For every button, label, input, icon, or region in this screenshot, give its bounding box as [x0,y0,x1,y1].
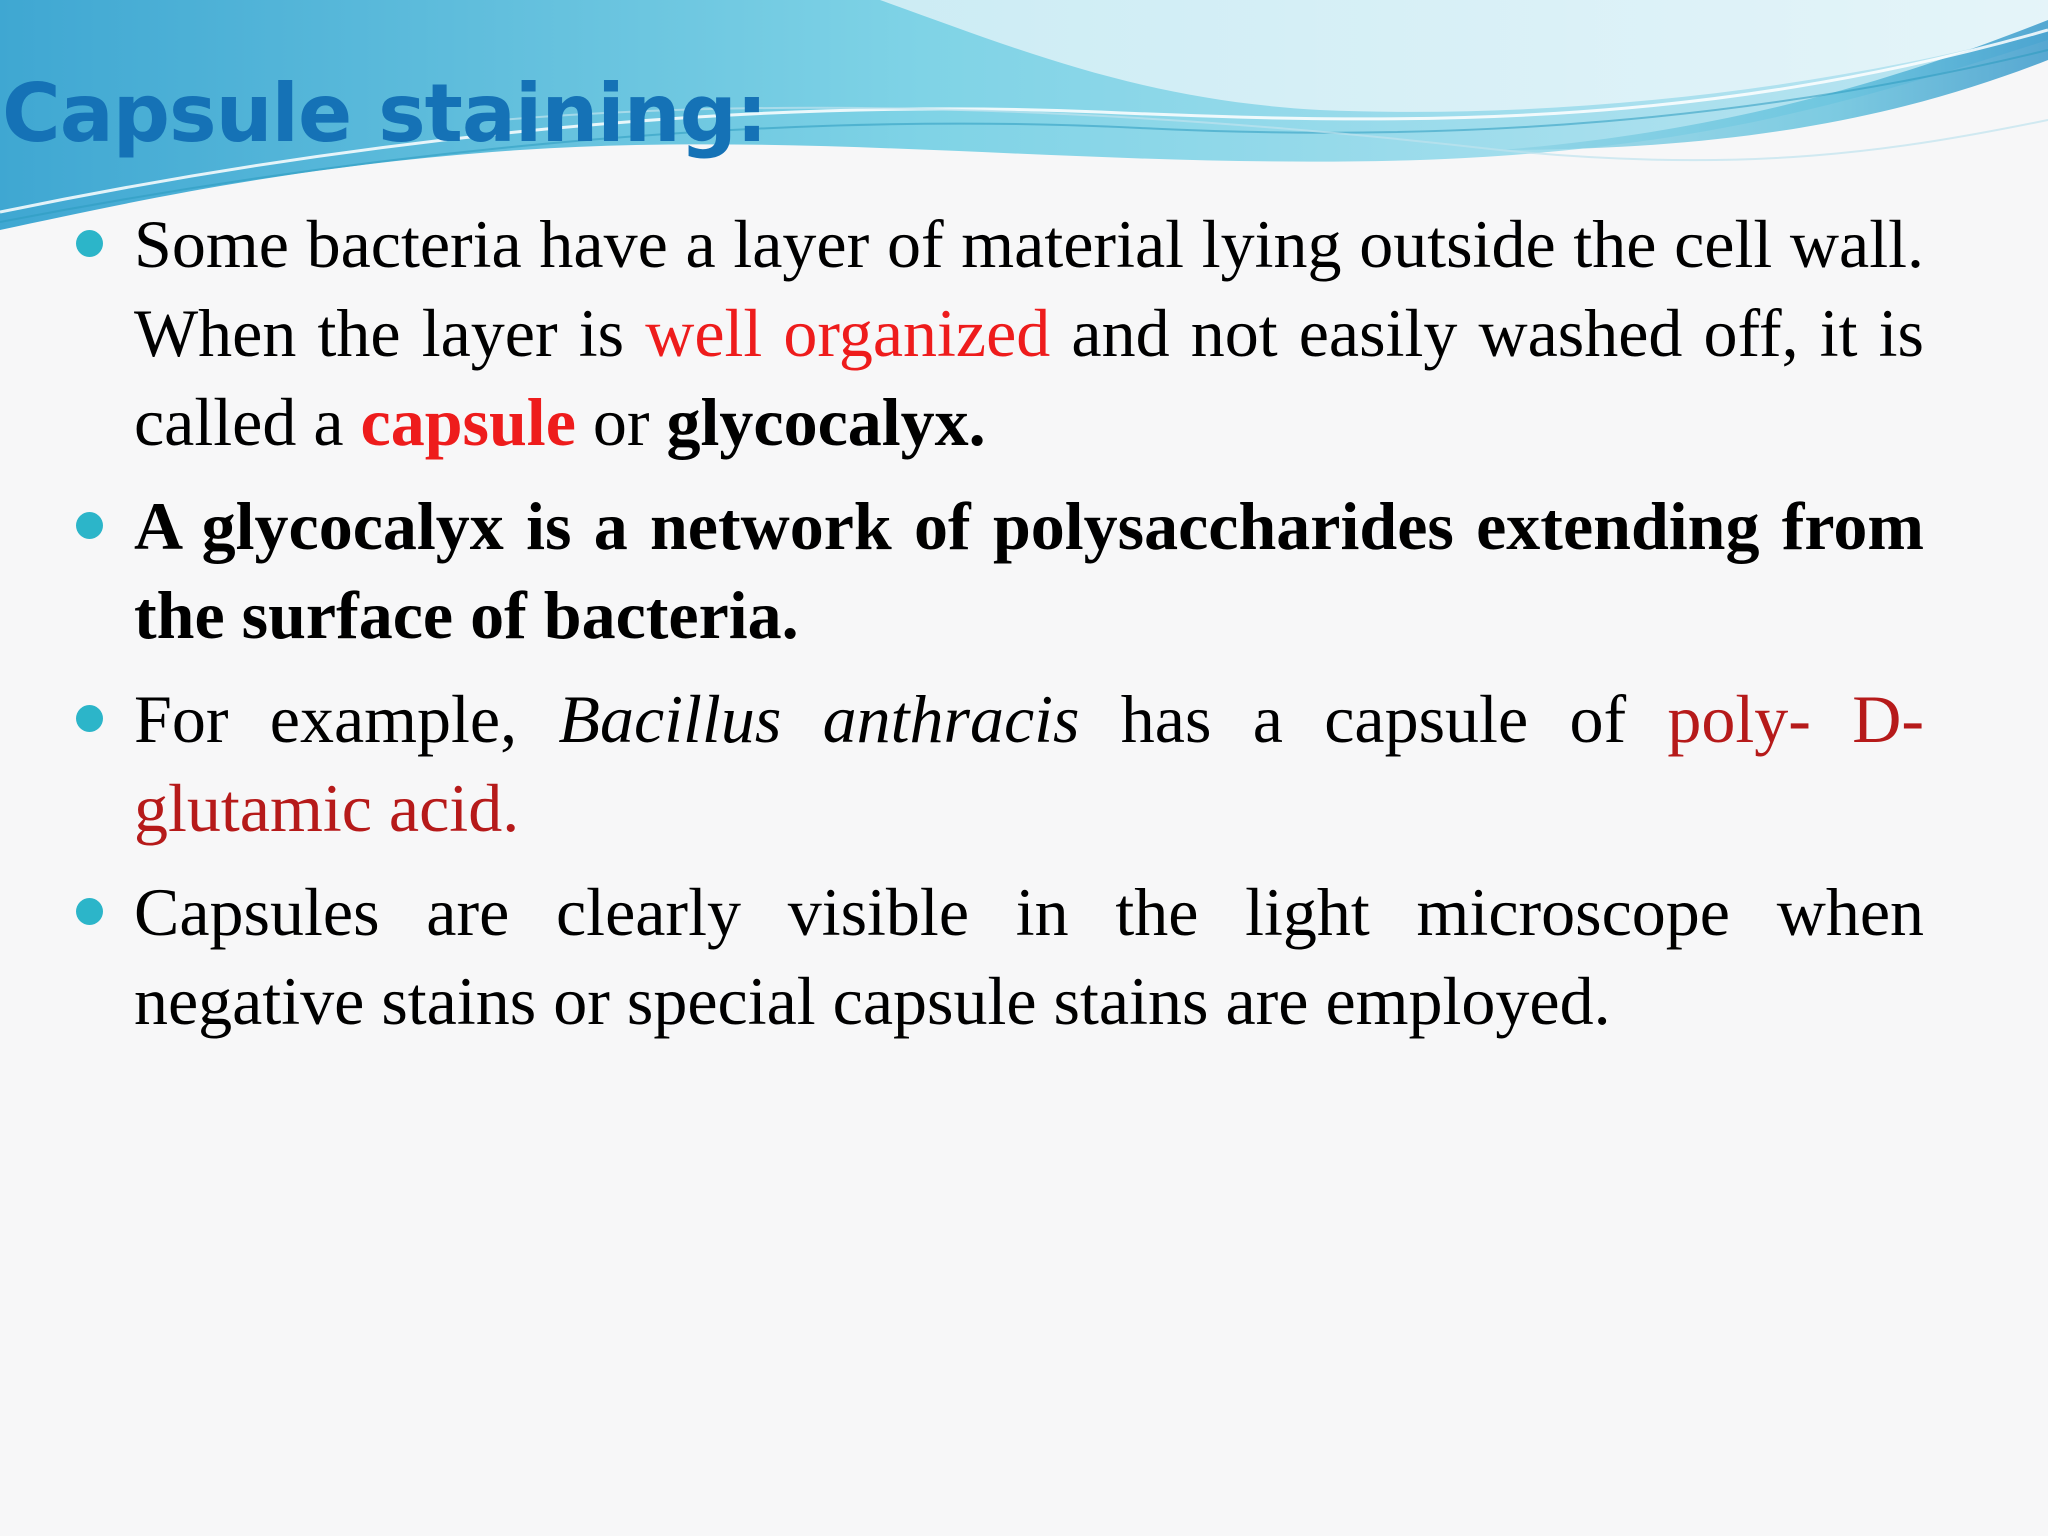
bullet-text: Some bacteria have a layer of material lying outside the cell wall. When the layer is [134,206,1924,371]
bullet-text: or [575,384,667,460]
bold-red-term: capsule [360,384,576,460]
bullet-text: Capsules are clearly visible in the light microscope when negative stains or special capsule stains are employed. [134,874,1924,1039]
bold-term: glycocalyx. [666,384,986,460]
italic-species-name: Bacillus anthracis [558,681,1080,757]
highlight-text: poly- D-glutamic acid. [134,681,1925,846]
bullet-dot-icon [76,705,103,732]
bullet-dot-icon [76,230,103,257]
bullet-text: For example, [134,681,559,757]
bullet-item [134,675,1924,853]
highlight-text: well organized [645,295,1051,371]
bullet-item [134,200,1924,467]
bold-bullet-text: A glycocalyx is a network of polysaccharides extending from the surface of bacteria. [134,488,1924,653]
bullet-item [134,482,1924,660]
bullet-dot-icon [76,898,103,925]
bullet-text: and not easily washed off, it is called a [134,295,1924,460]
bullet-dot-icon [76,512,103,539]
bullet-text: has a capsule of [1079,681,1668,757]
bullet-list [0,200,2048,1061]
slide-title: Capsule staining: [2,67,767,160]
bullet-item [134,868,1924,1046]
